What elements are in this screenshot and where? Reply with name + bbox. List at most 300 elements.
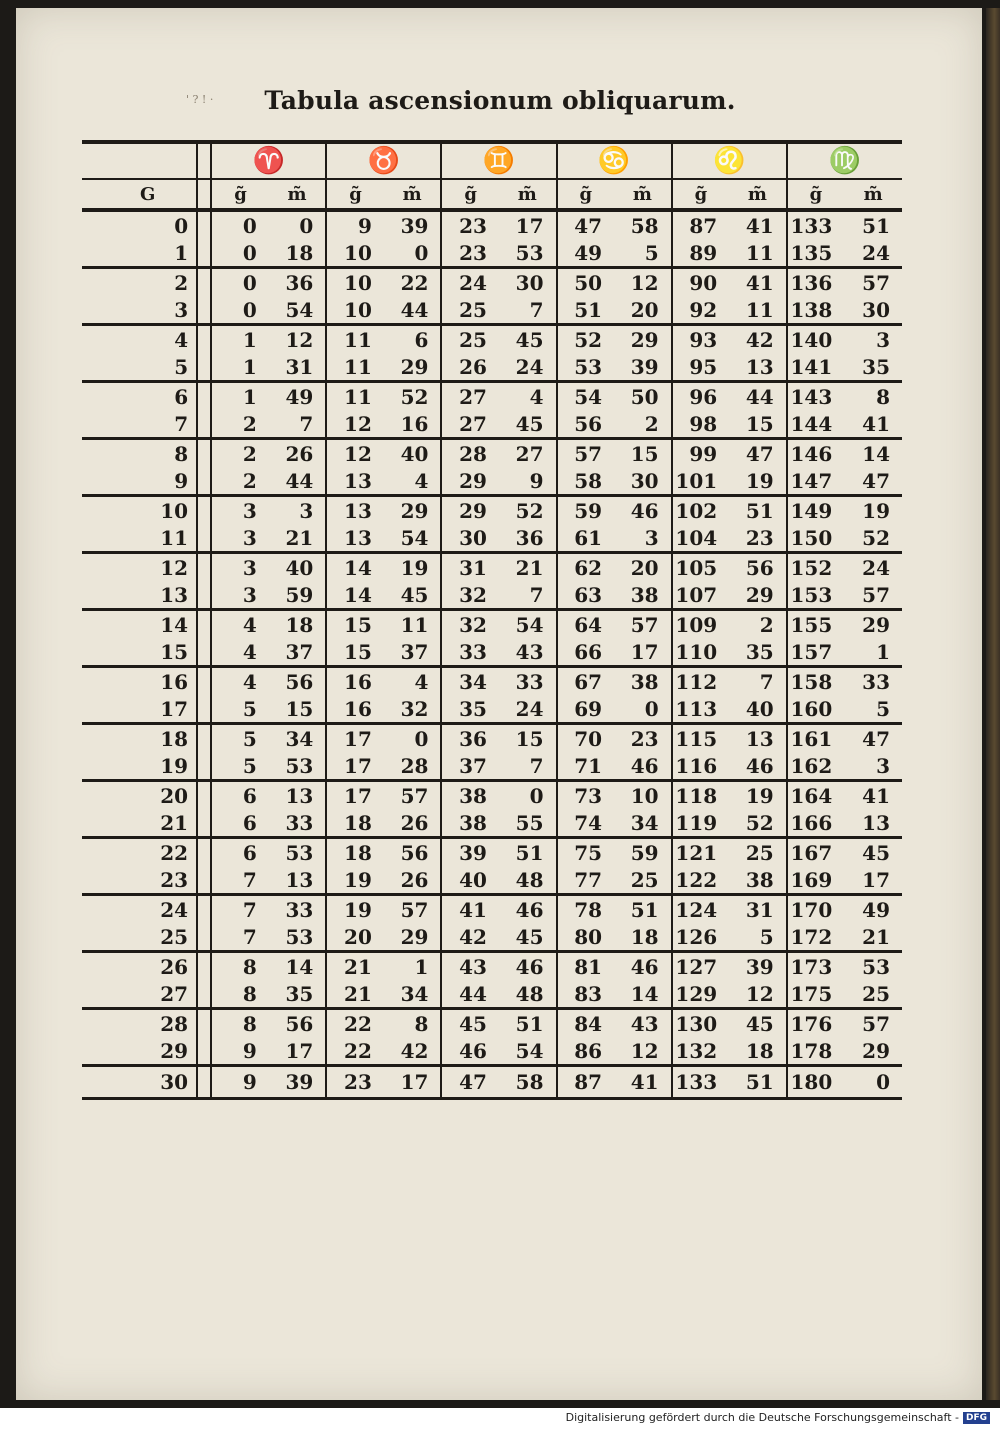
degrees-value-cell: 173 <box>787 952 845 981</box>
minutes-value-cell: 46 <box>515 954 544 979</box>
spacer-cell <box>197 142 211 179</box>
degrees-value-cell: 98 <box>672 410 730 439</box>
minutes-value-cell: 24 <box>862 555 890 580</box>
degrees-value-cell: 157 <box>787 638 845 667</box>
minutes-value-cell: 57 <box>630 612 659 637</box>
degrees-value-cell: 23 <box>441 239 499 268</box>
minutes-value-cell: 22 <box>400 270 429 295</box>
minutes-value-cell: 3 <box>844 752 902 781</box>
degrees-value-cell: 152 <box>787 553 845 582</box>
degrees-value-cell: 22 <box>326 1009 384 1038</box>
degrees-value-cell: 22 <box>326 1037 384 1066</box>
degrees-value-cell: 101 <box>672 467 730 496</box>
degree-cell: 18 <box>160 726 189 751</box>
degrees-value-cell: 24 <box>441 268 499 297</box>
minutes-value-cell: 46 <box>729 752 787 781</box>
degrees-value-cell: 40 <box>441 866 499 895</box>
degree-cell: 1 <box>82 239 197 268</box>
minutes-value-cell: 54 <box>269 296 327 325</box>
minutes-value-cell: 52 <box>515 498 544 523</box>
minutes-value-cell: 25 <box>844 980 902 1009</box>
degrees-value-cell: 18 <box>326 838 384 867</box>
minutes-value-cell: 39 <box>745 954 774 979</box>
minutes-value-cell: 45 <box>862 840 890 865</box>
minutes-value-cell: 57 <box>862 270 890 295</box>
degrees-value-cell: 58 <box>557 467 615 496</box>
unit-m-header: m̃ <box>614 179 672 210</box>
minutes-value-cell: 3 <box>299 498 314 523</box>
minutes-value-cell: 29 <box>862 612 890 637</box>
degree-cell: 16 <box>160 669 189 694</box>
minutes-value-cell: 18 <box>285 612 314 637</box>
degrees-value-cell: 122 <box>672 866 730 895</box>
degrees-value-cell: 3 <box>211 496 269 525</box>
degree-cell: 25 <box>82 923 197 952</box>
minutes-value-cell: 15 <box>515 726 544 751</box>
degrees-value-cell: 170 <box>787 895 845 924</box>
spacer-cell <box>197 667 211 696</box>
degrees-value-cell: 38 <box>441 781 499 810</box>
degrees-value-cell: 16 <box>326 667 384 696</box>
spacer-cell <box>197 838 211 867</box>
minutes-value-cell: 29 <box>729 581 787 610</box>
minutes-value-cell: 15 <box>269 695 327 724</box>
minutes-value-cell: 21 <box>844 923 902 952</box>
degrees-value-cell: 90 <box>672 268 730 297</box>
degree-cell: 22 <box>160 840 189 865</box>
minutes-value-cell: 18 <box>614 923 672 952</box>
minutes-value-cell: 11 <box>400 612 429 637</box>
table-row <box>82 724 902 753</box>
minutes-value-cell: 45 <box>384 581 442 610</box>
degrees-value-cell: 21 <box>326 952 384 981</box>
degrees-value-cell: 143 <box>787 382 845 411</box>
minutes-value-cell: 12 <box>630 270 659 295</box>
degree-cell: 0 <box>174 213 189 238</box>
minutes-value-cell: 49 <box>862 897 890 922</box>
minutes-value-cell: 46 <box>630 498 659 523</box>
degrees-value-cell: 77 <box>557 866 615 895</box>
degree-cell: 2 <box>174 270 189 295</box>
minutes-value-cell: 45 <box>745 1011 774 1036</box>
degrees-value-cell: 30 <box>441 524 499 553</box>
degree-cell: 6 <box>174 384 189 409</box>
minutes-value-cell: 41 <box>745 270 774 295</box>
degrees-value-cell: 27 <box>441 382 499 411</box>
table-row <box>82 809 902 838</box>
minutes-value-cell: 51 <box>745 498 774 523</box>
minutes-value-cell: 17 <box>614 638 672 667</box>
table-row <box>82 952 902 981</box>
minutes-value-cell: 53 <box>269 752 327 781</box>
degrees-value-cell: 136 <box>787 268 845 297</box>
degrees-value-cell: 87 <box>672 210 730 239</box>
minutes-value-cell: 50 <box>630 384 659 409</box>
dfg-logo: DFG <box>963 1412 990 1424</box>
minutes-value-cell: 51 <box>862 213 890 238</box>
degrees-value-cell: 146 <box>787 439 845 468</box>
minutes-value-cell: 35 <box>729 638 787 667</box>
degrees-value-cell: 118 <box>672 781 730 810</box>
degrees-value-cell: 144 <box>787 410 845 439</box>
unit-m-header: m̃ <box>844 179 902 210</box>
degrees-value-cell: 19 <box>326 866 384 895</box>
degrees-value-cell: 51 <box>557 296 615 325</box>
degrees-value-cell: 12 <box>326 439 384 468</box>
minutes-value-cell: 34 <box>285 726 314 751</box>
degrees-value-cell: 13 <box>326 496 384 525</box>
minutes-value-cell: 8 <box>876 384 890 409</box>
minutes-value-cell: 7 <box>269 410 327 439</box>
degrees-value-cell: 15 <box>326 638 384 667</box>
degrees-value-cell: 11 <box>326 353 384 382</box>
degrees-value-cell: 13 <box>326 524 384 553</box>
table-row <box>82 638 902 667</box>
zodiac-sign-header-row <box>82 142 902 179</box>
minutes-value-cell: 41 <box>745 213 774 238</box>
table-row <box>82 467 902 496</box>
minutes-value-cell: 57 <box>400 783 429 808</box>
degrees-value-cell: 105 <box>672 553 730 582</box>
degrees-value-cell: 6 <box>211 809 269 838</box>
unit-g-header: g̃ <box>787 179 845 210</box>
minutes-value-cell: 8 <box>414 1011 429 1036</box>
degrees-value-cell: 17 <box>326 781 384 810</box>
minutes-value-cell: 11 <box>729 239 787 268</box>
minutes-value-cell: 42 <box>384 1037 442 1066</box>
minutes-value-cell: 40 <box>400 441 429 466</box>
sign-taurus-header: ♉ <box>326 142 441 179</box>
minutes-value-cell: 25 <box>614 866 672 895</box>
degrees-value-cell: 42 <box>441 923 499 952</box>
degrees-value-cell: 25 <box>441 296 499 325</box>
degree-cell: 9 <box>82 467 197 496</box>
table-row <box>82 239 902 268</box>
minutes-value-cell: 37 <box>384 638 442 667</box>
table-row <box>82 1009 902 1038</box>
degrees-value-cell: 84 <box>557 1009 615 1038</box>
table-row <box>82 296 902 325</box>
degrees-value-cell: 15 <box>326 610 384 639</box>
degree-cell: 11 <box>82 524 197 553</box>
minutes-value-cell: 7 <box>499 581 557 610</box>
degrees-value-cell: 116 <box>672 752 730 781</box>
spacer-cell <box>197 610 211 639</box>
minutes-value-cell: 21 <box>269 524 327 553</box>
minutes-value-cell: 21 <box>515 555 544 580</box>
degrees-value-cell: 160 <box>787 695 845 724</box>
degrees-value-cell: 34 <box>441 667 499 696</box>
minutes-value-cell: 0 <box>844 1066 902 1099</box>
degrees-value-cell: 33 <box>441 638 499 667</box>
minutes-value-cell: 33 <box>285 897 314 922</box>
degrees-value-cell: 46 <box>441 1037 499 1066</box>
table-row <box>82 524 902 553</box>
minutes-value-cell: 4 <box>529 384 544 409</box>
minutes-value-cell: 13 <box>844 809 902 838</box>
minutes-value-cell: 46 <box>515 897 544 922</box>
degrees-value-cell: 6 <box>211 781 269 810</box>
degrees-value-cell: 129 <box>672 980 730 1009</box>
degrees-value-cell: 54 <box>557 382 615 411</box>
degrees-value-cell: 110 <box>672 638 730 667</box>
degrees-value-cell: 71 <box>557 752 615 781</box>
degrees-value-cell: 130 <box>672 1009 730 1038</box>
degree-cell: 12 <box>160 555 189 580</box>
minutes-value-cell: 51 <box>630 897 659 922</box>
minutes-value-cell: 42 <box>745 327 774 352</box>
degrees-value-cell: 21 <box>326 980 384 1009</box>
minutes-value-cell: 17 <box>844 866 902 895</box>
degrees-value-cell: 37 <box>441 752 499 781</box>
minutes-value-cell: 28 <box>384 752 442 781</box>
spacer-cell <box>197 467 211 496</box>
minutes-value-cell: 19 <box>862 498 890 523</box>
degrees-value-cell: 44 <box>441 980 499 1009</box>
degrees-value-cell: 43 <box>441 952 499 981</box>
minutes-value-cell: 14 <box>862 441 890 466</box>
table-row <box>82 895 902 924</box>
degrees-value-cell: 175 <box>787 980 845 1009</box>
sign-virgo-header: ♍ <box>787 142 902 179</box>
minutes-value-cell: 4 <box>414 669 429 694</box>
degrees-value-cell: 50 <box>557 268 615 297</box>
unit-g-header: g̃ <box>557 179 615 210</box>
minutes-value-cell: 13 <box>729 353 787 382</box>
degrees-value-cell: 164 <box>787 781 845 810</box>
minutes-value-cell: 24 <box>499 695 557 724</box>
degrees-value-cell: 10 <box>326 239 384 268</box>
unit-m-header: m̃ <box>269 179 327 210</box>
minutes-value-cell: 15 <box>630 441 659 466</box>
degrees-value-cell: 109 <box>672 610 730 639</box>
unit-g-header: g̃ <box>326 179 384 210</box>
degrees-value-cell: 41 <box>441 895 499 924</box>
degrees-value-cell: 161 <box>787 724 845 753</box>
degrees-value-cell: 17 <box>326 724 384 753</box>
minutes-value-cell: 37 <box>269 638 327 667</box>
degrees-value-cell: 0 <box>211 268 269 297</box>
degrees-value-cell: 5 <box>211 724 269 753</box>
degrees-value-cell: 36 <box>441 724 499 753</box>
minutes-value-cell: 51 <box>515 1011 544 1036</box>
minutes-value-cell: 9 <box>499 467 557 496</box>
minutes-value-cell: 2 <box>759 612 774 637</box>
minutes-value-cell: 5 <box>614 239 672 268</box>
degrees-value-cell: 83 <box>557 980 615 1009</box>
degrees-value-cell: 113 <box>672 695 730 724</box>
degrees-value-cell: 150 <box>787 524 845 553</box>
degrees-value-cell: 87 <box>557 1066 615 1099</box>
minutes-value-cell: 5 <box>844 695 902 724</box>
minutes-value-cell: 23 <box>729 524 787 553</box>
degrees-value-cell: 80 <box>557 923 615 952</box>
page-edge <box>986 8 1000 1400</box>
minutes-value-cell: 34 <box>614 809 672 838</box>
table-row <box>82 210 902 239</box>
spacer-cell <box>197 553 211 582</box>
spacer-cell <box>197 923 211 952</box>
sign-cancer-header: ♋ <box>557 142 672 179</box>
spacer-cell <box>197 695 211 724</box>
spacer-cell <box>197 268 211 297</box>
degrees-value-cell: 104 <box>672 524 730 553</box>
degrees-value-cell: 62 <box>557 553 615 582</box>
table-row <box>82 382 902 411</box>
minutes-value-cell: 30 <box>614 467 672 496</box>
degrees-value-cell: 10 <box>326 268 384 297</box>
degrees-value-cell: 86 <box>557 1037 615 1066</box>
minutes-value-cell: 31 <box>269 353 327 382</box>
degrees-value-cell: 132 <box>672 1037 730 1066</box>
minutes-value-cell: 0 <box>614 695 672 724</box>
spacer-cell <box>197 724 211 753</box>
degrees-value-cell: 149 <box>787 496 845 525</box>
minutes-value-cell: 41 <box>844 410 902 439</box>
minutes-value-cell: 12 <box>729 980 787 1009</box>
degrees-value-cell: 2 <box>211 439 269 468</box>
degree-cell: 14 <box>160 612 189 637</box>
minutes-value-cell: 43 <box>499 638 557 667</box>
degrees-value-cell: 135 <box>787 239 845 268</box>
minutes-value-cell: 18 <box>729 1037 787 1066</box>
minutes-value-cell: 52 <box>400 384 429 409</box>
degrees-value-cell: 4 <box>211 667 269 696</box>
degrees-value-cell: 11 <box>326 382 384 411</box>
minutes-value-cell: 41 <box>862 783 890 808</box>
degrees-value-cell: 140 <box>787 325 845 354</box>
minutes-value-cell: 29 <box>384 923 442 952</box>
degrees-value-cell: 153 <box>787 581 845 610</box>
minutes-value-cell: 16 <box>384 410 442 439</box>
degrees-value-cell: 7 <box>211 923 269 952</box>
degrees-value-cell: 166 <box>787 809 845 838</box>
spacer-cell <box>197 410 211 439</box>
degrees-value-cell: 13 <box>326 467 384 496</box>
spacer-cell <box>197 1009 211 1038</box>
minutes-value-cell: 44 <box>384 296 442 325</box>
minutes-value-cell: 5 <box>729 923 787 952</box>
degree-cell: 28 <box>160 1011 189 1036</box>
degrees-value-cell: 9 <box>211 1037 269 1066</box>
degrees-value-cell: 176 <box>787 1009 845 1038</box>
minutes-value-cell: 52 <box>729 809 787 838</box>
degrees-value-cell: 115 <box>672 724 730 753</box>
minutes-value-cell: 49 <box>285 384 314 409</box>
degrees-value-cell: 102 <box>672 496 730 525</box>
minutes-value-cell: 6 <box>414 327 429 352</box>
minutes-value-cell: 24 <box>499 353 557 382</box>
spacer-cell <box>197 1066 211 1099</box>
minutes-value-cell: 14 <box>614 980 672 1009</box>
minutes-value-cell: 53 <box>499 239 557 268</box>
degrees-value-cell: 107 <box>672 581 730 610</box>
minutes-value-cell: 26 <box>384 866 442 895</box>
degrees-value-cell: 112 <box>672 667 730 696</box>
minutes-value-cell: 13 <box>269 866 327 895</box>
minutes-value-cell: 46 <box>614 752 672 781</box>
degrees-value-cell: 0 <box>211 296 269 325</box>
minutes-value-cell: 29 <box>384 353 442 382</box>
minutes-value-cell: 46 <box>630 954 659 979</box>
minutes-value-cell: 30 <box>515 270 544 295</box>
degrees-value-cell: 35 <box>441 695 499 724</box>
spacer-cell <box>197 1037 211 1066</box>
minutes-value-cell: 26 <box>285 441 314 466</box>
degree-cell: 13 <box>82 581 197 610</box>
minutes-value-cell: 56 <box>400 840 429 865</box>
minutes-value-cell: 29 <box>400 498 429 523</box>
degrees-value-cell: 27 <box>441 410 499 439</box>
minutes-value-cell: 31 <box>745 897 774 922</box>
minutes-value-cell: 27 <box>515 441 544 466</box>
degrees-value-cell: 67 <box>557 667 615 696</box>
minutes-value-cell: 33 <box>515 669 544 694</box>
minutes-value-cell: 48 <box>499 866 557 895</box>
degrees-value-cell: 127 <box>672 952 730 981</box>
minutes-value-cell: 0 <box>529 783 544 808</box>
degrees-value-cell: 74 <box>557 809 615 838</box>
degrees-value-cell: 10 <box>326 296 384 325</box>
minutes-value-cell: 14 <box>285 954 314 979</box>
degree-column-header: G <box>82 179 197 210</box>
unit-g-header: g̃ <box>672 179 730 210</box>
table-row <box>82 496 902 525</box>
degrees-value-cell: 124 <box>672 895 730 924</box>
minutes-value-cell: 7 <box>499 752 557 781</box>
degrees-value-cell: 64 <box>557 610 615 639</box>
degrees-value-cell: 38 <box>441 809 499 838</box>
degrees-value-cell: 96 <box>672 382 730 411</box>
degrees-value-cell: 92 <box>672 296 730 325</box>
degrees-value-cell: 95 <box>672 353 730 382</box>
spacer-cell <box>197 866 211 895</box>
degrees-value-cell: 178 <box>787 1037 845 1066</box>
spacer-cell <box>197 581 211 610</box>
table-row <box>82 581 902 610</box>
degrees-value-cell: 81 <box>557 952 615 981</box>
minutes-value-cell: 58 <box>499 1066 557 1099</box>
degrees-value-cell: 26 <box>441 353 499 382</box>
minutes-value-cell: 47 <box>862 726 890 751</box>
minutes-value-cell: 0 <box>299 213 314 238</box>
degrees-value-cell: 29 <box>441 496 499 525</box>
degrees-value-cell: 7 <box>211 866 269 895</box>
degrees-value-cell: 172 <box>787 923 845 952</box>
spacer-cell <box>197 325 211 354</box>
ascension-table-wrapper <box>82 140 902 1100</box>
degrees-value-cell: 0 <box>211 210 269 239</box>
degree-cell: 10 <box>160 498 189 523</box>
minutes-value-cell: 38 <box>630 669 659 694</box>
minutes-value-cell: 53 <box>285 840 314 865</box>
table-row <box>82 353 902 382</box>
degrees-value-cell: 119 <box>672 809 730 838</box>
degree-cell: 29 <box>82 1037 197 1066</box>
degrees-value-cell: 162 <box>787 752 845 781</box>
minutes-value-cell: 57 <box>400 897 429 922</box>
degree-cell: 3 <box>82 296 197 325</box>
table-row <box>82 439 902 468</box>
degree-cell: 23 <box>82 866 197 895</box>
degree-cell: 30 <box>82 1066 197 1099</box>
degrees-value-cell: 1 <box>211 353 269 382</box>
degrees-value-cell: 23 <box>441 210 499 239</box>
minutes-value-cell: 35 <box>844 353 902 382</box>
minutes-value-cell: 51 <box>515 840 544 865</box>
degrees-value-cell: 167 <box>787 838 845 867</box>
minutes-value-cell: 19 <box>729 467 787 496</box>
